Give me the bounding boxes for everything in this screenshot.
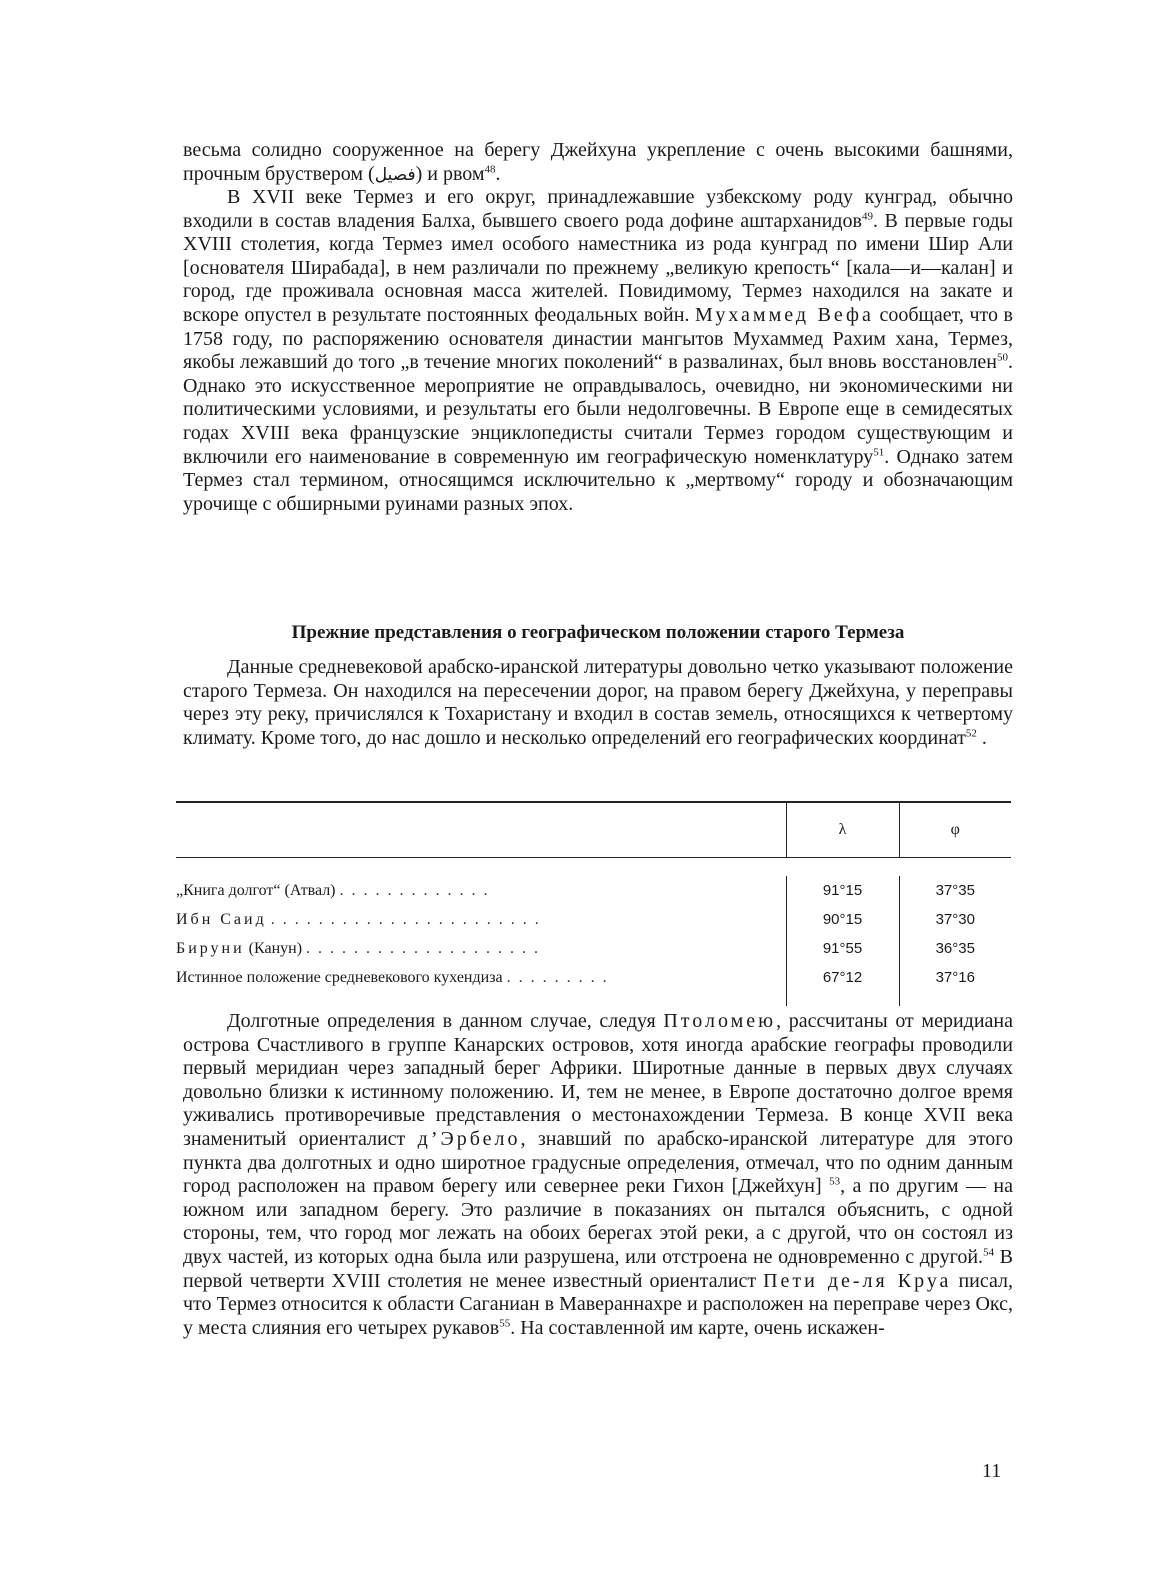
- leader-dots: . . . . . . . . . . . . . . . . . . . . . . .: [270, 910, 541, 928]
- longitude-cell: 91°55: [786, 934, 899, 963]
- author-name: д’Эрбело: [417, 1127, 521, 1150]
- latitude-cell: 36°35: [899, 934, 1011, 963]
- section-heading-block: [183, 622, 1013, 644]
- paragraph-history: [183, 186, 1013, 516]
- footnote-ref: 54: [983, 1246, 995, 1259]
- paragraph-text: В XVII веке Термез и его округ, принадлежавшие узбекскому роду кунград, обычно входили в состав владения Балха, бывшего своего рода дофине аштарханидов$^{49}$. В первые годы XVIII столетия, когда Термез имел особого наместника из рода кунград по имени Шир Али [основателя Ширабада], в нем различали по прежнему „великую крепость“ [кала—и—калан] и город, где проживала основная масса жителей. Повидимому, Термез находился на закате и вскоре опустел в результате постоянных феодальных войн. Мухаммед Вефа сообщает, что в 1758 году, по распоряжению основателя династии мангытов Мухаммед Рахим хана, Термез, якобы лежавший до того „в течение многих поколений“ в развалинах, был вновь восстановлен$^{50}$. Однако это искусственное мероприятие не оправдывалось, очевидно, ни экономическими ни политическими условиями, и результаты его были недолговечны. В Европе еще в семидесятых годах XVIII века французские энциклопедисты считали Термез городом существующим и включили его наименование в современную им географическую номенклатуру$^{51}$. Однако затем Термез стал термином, относящимся исключительно к „мертвому“ городу и обозначающим урочище с обширными руинами разных эпох.: [183, 186, 1013, 515]
- table-row: [176, 934, 1011, 963]
- paragraph-text: весьма солидно сооруженное на берегу Джейхуна укрепление с очень высокими башнями, прочным бруствером (فصيل) и рвом$^{48}$.: [183, 139, 1013, 185]
- source-name-cell: Бируни (Канун) . . . . . . . . . . . . . . . . . . . .: [176, 939, 541, 957]
- author-name: Пети де-ля Круа: [763, 1269, 952, 1292]
- longitude-cell: 67°12: [786, 963, 899, 992]
- coordinates-table: [176, 801, 1011, 1006]
- paragraph-text: Долготные определения в данном случае, следуя Птоломею, рассчитаны от меридиана острова Счастливого в группе Канарских островов, хотя иногда арабские географы проводили первый меридиан через западный берег Африки. Широтные данные в первых двух случаях довольно близки к истинному положению. И, тем не менее, в Европе достаточно долгое время уживались противоречивые представления о местонахождении Термеза. В конце XVII века знаменитый ориенталист д’Эрбело, знавший по арабско-иранской литературе для этого пункта два долготных и одно широтное градусные определения, отмечал, что по одним данным город расположен на правом берегу или севернее реки Гихон [Джейхун] $^{53}$, а по другим — на южном или западном берегу. Это различие в показаниях он пытался объяснить, с одной стороны, тем, что город мог лежать на обоих берегах этой реки, а с другой, что он состоял из двух частей, из которых одна была или разрушена, или отстроена не одновременно с другой.$^{54}$ В первой четверти XVIII столетия не менее известный ориенталист Пети де-ля Круа писал, что Термез относится к области Саганиан в Мавераннахре и расположен на переправе через Окс, у места слияния его четырех рукавов$^{55}$. На составленной им карте, очень искажен-: [183, 1010, 1013, 1339]
- footnote-ref: 49: [861, 209, 873, 222]
- latitude-cell: 37°35: [899, 876, 1011, 905]
- page-number: 11: [982, 1460, 1002, 1482]
- arabic-term: فصيل: [374, 164, 416, 185]
- latitude-cell: 37°16: [899, 963, 1011, 992]
- footnote-ref: 50: [997, 351, 1008, 364]
- author-name: Птоломею: [663, 1010, 777, 1032]
- table-row: [176, 905, 1011, 934]
- author-name: Мухаммед Вефа: [695, 303, 874, 326]
- source-name-cell: „Книга долгот“ (Атвал) . . . . . . . . . . . . .: [176, 881, 490, 899]
- footnote-ref: 51: [873, 445, 885, 458]
- source-name-cell: Истинное положение средневекового кухендиза . . . . . . . . .: [176, 968, 609, 986]
- leader-dots: . . . . . . . . . . . . .: [339, 881, 490, 899]
- table-row: [176, 963, 1011, 992]
- leader-dots: . . . . . . . . .: [506, 968, 609, 986]
- longitude-cell: 90°15: [786, 905, 899, 934]
- coordinates-table-block: [176, 801, 1016, 1006]
- footnote-ref: 53: [829, 1175, 841, 1188]
- header-latitude: φ: [899, 802, 1011, 858]
- paragraph-sources: [183, 656, 1013, 750]
- paragraph-longitudes: [183, 1010, 1013, 1340]
- table-header-row: [176, 802, 1011, 858]
- section-heading: Прежние представления о географическом положении старого Термеза: [291, 622, 905, 643]
- leader-dots: . . . . . . . . . . . . . . . . . . . .: [306, 939, 541, 957]
- source-name-cell: Ибн Саид . . . . . . . . . . . . . . . . . . . . . . .: [176, 910, 541, 928]
- footnote-ref: 48: [484, 162, 496, 175]
- paragraph-fortress: [183, 139, 1013, 187]
- footnote-ref: 55: [499, 1317, 511, 1330]
- latitude-cell: 37°30: [899, 905, 1011, 934]
- longitude-cell: 91°15: [786, 876, 899, 905]
- table-row: [176, 876, 1011, 905]
- header-longitude: λ: [786, 802, 899, 858]
- header-blank: [176, 802, 786, 858]
- footnote-ref: 52: [965, 727, 977, 740]
- paragraph-text: Данные средневековой арабско-иранской литературы довольно четко указывают положение старого Термеза. Он находился на пересечении дорог, на правом берегу Джейхуна, у переправы через эту реку, причислялся к Тохаристану и входил в состав земель, относящихся к четвертому климату. Кроме того, до нас дошло и несколько определений его географических координат$^{52}$ .: [183, 656, 1013, 749]
